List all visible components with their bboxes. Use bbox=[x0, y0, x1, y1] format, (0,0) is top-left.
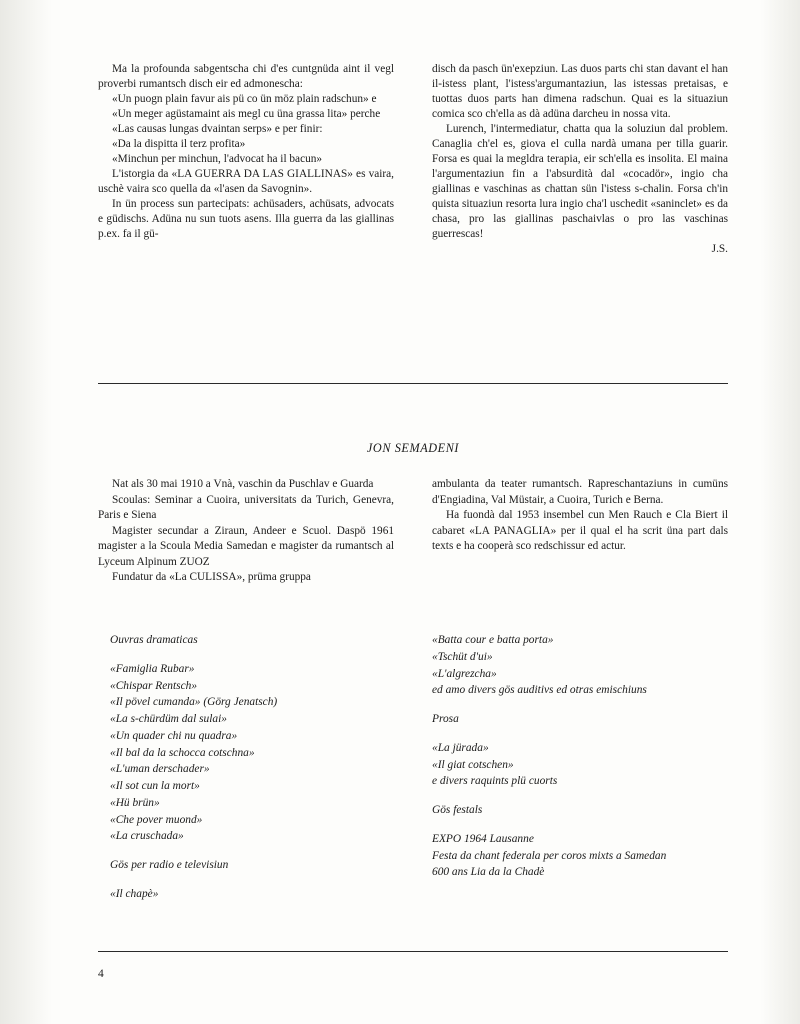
spacer bbox=[432, 819, 728, 831]
work-title: «Famiglia Rubar» bbox=[110, 662, 195, 675]
works-heading: Prosa bbox=[432, 713, 459, 726]
work-title: EXPO 1964 Lausanne bbox=[432, 832, 534, 845]
works-left-column bbox=[110, 632, 406, 903]
article-body bbox=[98, 62, 728, 257]
paragraph: «Un meger agüstamaint ais megl cu üna grassa lita» perche bbox=[112, 108, 381, 121]
work-title: ed amo divers gös auditivs ed otras emischiuns bbox=[432, 684, 647, 697]
work-title: «La cruschada» bbox=[110, 830, 184, 843]
work-title: «Il bal da la schocca cotschna» bbox=[110, 746, 255, 759]
biography-left-column bbox=[98, 477, 394, 586]
article-left-column bbox=[98, 62, 394, 257]
article-signature: J.S. bbox=[711, 243, 728, 256]
paragraph: Scoulas: Seminar a Cuoira, universitats da Turich, Genevra, Paris e Siena bbox=[98, 493, 394, 522]
spacer bbox=[432, 699, 728, 711]
spacer bbox=[432, 728, 728, 740]
work-title: «Il sot cun la mort» bbox=[110, 780, 200, 793]
work-title: «La s-chürdüm dal sulai» bbox=[110, 713, 227, 726]
works-right-column bbox=[432, 632, 728, 903]
article-right-column bbox=[432, 62, 728, 257]
work-title: «Chispar Rentsch» bbox=[110, 679, 198, 692]
paragraph: L'istorgia da «LA GUERRA DA LAS GIALLINAS» es vaira, uschè vaira sco quella da «l'asen da Savognin». bbox=[98, 168, 394, 196]
spacer bbox=[432, 790, 728, 802]
work-title: «Hü brün» bbox=[110, 796, 160, 809]
section-divider-bottom bbox=[98, 951, 728, 952]
spacer bbox=[110, 874, 406, 886]
paragraph: Fundatur da «La CULISSA», prüma gruppa bbox=[112, 571, 311, 584]
works-heading: Gös per radio e televisiun bbox=[110, 859, 229, 872]
paragraph: disch da pasch ün'exepziun. Las duos parts chi stan davant el han il-istess plant, l'istess'argumantaziun, las istessas pretaisas, e tuottas duos parts han dimena radschun. Quai es la situaziun comica sco ch'ella as dà adüna darcheu in nossa vita. bbox=[432, 63, 728, 121]
work-title: «Il pövel cumanda» (Görg Jenatsch) bbox=[110, 696, 278, 709]
paragraph: Magister secundar a Ziraun, Andeer e Scuol. Daspö 1961 magister a la Scoula Media Samedan e magister da rumantsch al Lyceum Alpinum ZUOZ bbox=[98, 524, 394, 568]
works-heading: Gös festals bbox=[432, 804, 483, 817]
author-heading: JON SEMADENI bbox=[366, 441, 460, 455]
work-title: e divers raquints plü cuorts bbox=[432, 775, 558, 788]
article-columns bbox=[98, 62, 728, 257]
work-title: «Batta cour e batta porta» bbox=[432, 634, 554, 646]
paragraph: «Minchun per minchun, l'advocat ha il bacun» bbox=[112, 153, 323, 166]
page-number: 4 bbox=[98, 968, 104, 980]
paragraph: ambulanta da teater rumantsch. Rapreschantaziuns in cumüns d'Engiadina, Val Müstair, a Cuoira, Turich e Berna. bbox=[432, 478, 728, 506]
work-title: Festa da chant federala per coros mixts a Samedan bbox=[432, 849, 667, 862]
work-title: «Il chapè» bbox=[110, 887, 159, 900]
paragraph: Nat als 30 mai 1910 a Vnà, vaschin da Puschlav e Guarda bbox=[112, 478, 374, 490]
paragraph: Ha fuondà dal 1953 insembel cun Men Rauch e Cla Biert il cabaret «LA PANAGLIA» per il qual el ha scrit üna part dals texts e ha cooperà sco redschissur ed actur. bbox=[432, 509, 728, 553]
paragraph: «Da la dispitta il terz profita» bbox=[112, 138, 246, 151]
biography-right-column bbox=[432, 477, 728, 586]
work-title: «Un quader chi nu quadra» bbox=[110, 729, 238, 742]
work-title: «Tschüt d'ui» bbox=[432, 650, 493, 663]
works-list bbox=[110, 632, 728, 903]
spacer bbox=[110, 649, 406, 661]
paragraph: In ün process sun partecipats: achüsaders, achüsats, advocats e güdischs. Adüna nu sun tuots asens. Illa guerra da las giallinas p.ex. fa il gü- bbox=[98, 198, 394, 241]
work-title: «Il giat cotschen» bbox=[432, 758, 514, 771]
spacer bbox=[110, 845, 406, 857]
paragraph: Lurench, l'intermediatur, chatta qua la soluziun dal problem. Canaglia ch'el es, giova el culla nardà umana per tilla guarir. Forsa es quai la megldra terapia, eir sch'ella es insolita. El maina l'argumentaziun fin a l'absurdità dal «cocadör», ingio cha giallinas e vaschinas as chattan sün l'istess s-chalin. Forsa ch'in quista situaziun resorta lura ingio cha'l uschedit «saninclet» es da chasa, pro las giallinas paschaivlas o pro las vaschinas guerrescas! bbox=[432, 123, 728, 241]
paragraph: «Las causas lungas dvaintan serps» e per finir: bbox=[112, 123, 323, 136]
work-title: «La jürada» bbox=[432, 741, 489, 754]
biography-columns bbox=[98, 477, 728, 586]
section-divider-top bbox=[98, 383, 728, 384]
work-title: «L'algrezcha» bbox=[432, 667, 497, 680]
paragraph: «Un puogn plain favur ais pü co ün möz plain radschun» e bbox=[112, 93, 377, 106]
work-title: 600 ans Lia da la Chadè bbox=[432, 866, 545, 879]
work-title: «L'uman derschader» bbox=[110, 763, 210, 776]
works-heading: Ouvras dramaticas bbox=[110, 634, 198, 646]
work-title: «Che pover muond» bbox=[110, 813, 203, 826]
paragraph: Ma la profounda sabgentscha chi d'es cuntgnüda aint il vegl proverbi rumantsch disch eir ed admonescha: bbox=[98, 63, 394, 91]
